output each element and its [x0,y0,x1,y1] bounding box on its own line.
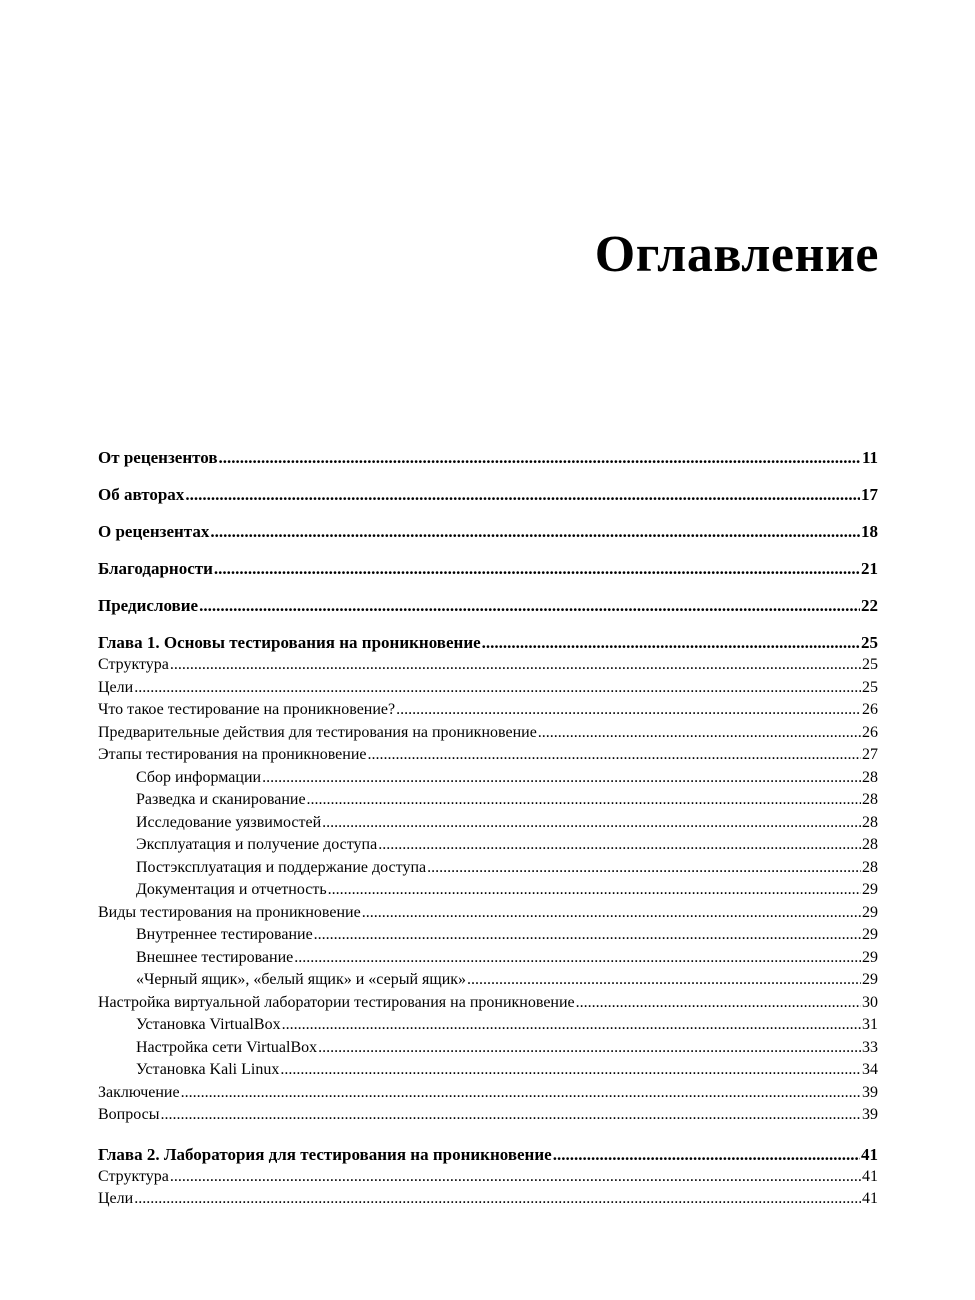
toc-entry-title: Вопросы [98,1106,160,1123]
toc-entry-page: 39 [862,1106,878,1123]
toc-entry-title: От рецензентов [98,448,218,467]
toc-chapter-title: Глава 1. Основы тестирования на проникновение [98,633,481,652]
toc-entry-page: 29 [862,881,878,898]
toc-entry-page: 21 [861,559,878,578]
toc-chapter-page: 25 [861,633,878,652]
toc-subsection[interactable] [98,767,878,790]
toc-entry-page: 25 [862,656,878,673]
toc-entry-title: Структура [98,656,169,673]
toc-section[interactable] [98,1188,878,1211]
toc-entry-preface[interactable] [98,594,878,617]
toc-entry-title: Настройка виртуальной лаборатории тестирования на проникновение [98,993,575,1011]
toc-entry-title: Благодарности [98,559,213,578]
toc-section[interactable] [98,744,878,767]
toc-entry-page: 22 [861,596,878,615]
toc-chapter-title: Глава 2. Лаборатория для тестирования на проникновение [98,1144,552,1164]
toc-entry-page: 28 [862,858,878,876]
toc-entry-page: 25 [862,678,878,696]
toc-leader-dots [219,446,861,469]
toc-entry-page: 17 [861,485,878,504]
toc-section[interactable] [98,699,878,722]
toc-entry-page: 28 [862,791,878,808]
toc-entry-page: 27 [862,746,878,763]
toc-section[interactable] [98,992,878,1015]
toc-entry-title: Предисловие [98,596,199,615]
page-title: Оглавление [594,226,879,283]
toc-leader-dots [170,654,861,677]
toc-leader-dots [134,1188,861,1211]
toc-entry-page: 33 [862,1038,878,1056]
toc-subsection[interactable] [98,924,878,947]
toc-leader-dots [282,1014,861,1037]
toc-leader-dots [181,1082,861,1105]
toc-entry-about-reviewers[interactable] [98,520,878,543]
toc-section[interactable] [98,1082,878,1105]
toc-section[interactable] [98,677,878,700]
toc-entry-page: 41 [862,1167,878,1185]
toc-entry-page: 30 [862,993,878,1011]
toc-subsection[interactable] [98,812,878,835]
toc-entry-title: Цели [98,678,134,696]
toc-leader-dots [378,834,861,857]
toc-entry-page: 29 [862,971,878,988]
toc-section[interactable] [98,722,878,745]
toc-leader-dots [280,1059,861,1082]
toc-leader-dots [467,969,861,992]
toc-section[interactable] [98,1166,878,1189]
toc-leader-dots [160,1104,861,1127]
toc-section[interactable] [98,1104,878,1127]
toc-leader-dots [322,812,861,835]
toc-leader-dots [214,557,860,580]
toc-entry-page: 26 [862,701,878,718]
toc-entry-page: 29 [862,948,878,966]
toc-entry-page: 39 [862,1083,878,1101]
toc-entry-title: Разведка и сканирование [136,791,306,808]
toc-leader-dots [368,744,861,767]
toc-leader-dots [328,879,861,902]
toc-entry-acknowledgements[interactable] [98,557,878,580]
toc-entry-title: Виды тестирования на проникновение [98,903,361,921]
toc-entry-title: Установка Kali Linux [136,1061,280,1078]
toc-leader-dots [170,1166,861,1189]
toc-entry-title: Документация и отчетность [136,881,327,898]
toc-entry-page: 28 [862,768,878,786]
toc-entry-title: Структура [98,1167,169,1185]
toc-leader-dots [396,699,861,722]
toc-chapter-2[interactable] [98,1143,878,1166]
toc-leader-dots [134,677,861,700]
toc-entry-title: «Черный ящик», «белый ящик» и «серый ящик» [136,971,467,988]
toc-leader-dots [185,483,860,506]
toc-entry-title: Постэксплуатация и поддержание доступа [136,858,427,876]
toc-leader-dots [362,902,861,925]
toc-entry-title: Этапы тестирования на проникновение [98,746,367,763]
toc-entry-title: О рецензентах [98,522,210,541]
toc-subsection[interactable] [98,947,878,970]
toc-leader-dots [210,520,860,543]
toc-entry-page: 11 [861,448,878,467]
toc-subsection[interactable] [98,879,878,902]
toc-subsection[interactable] [98,1037,878,1060]
toc-entry-title: Внутреннее тестирование [136,926,313,943]
toc-section[interactable] [98,902,878,925]
toc-entry-page: 41 [862,1190,878,1207]
toc-subsection[interactable] [98,789,878,812]
toc-leader-dots [482,631,860,654]
toc-entry-page: 18 [861,522,878,541]
toc-leader-dots [576,992,861,1015]
toc-entry-page: 31 [862,1016,878,1033]
table-of-contents [98,446,878,1211]
toc-entry-title: Предварительные действия для тестирования на проникновение [98,723,537,741]
toc-entry-page: 28 [862,836,878,853]
toc-leader-dots [199,594,860,617]
toc-subsection[interactable] [98,834,878,857]
toc-entry-reviewers-foreword[interactable] [98,446,878,469]
toc-entry-page: 34 [862,1061,878,1078]
toc-subsection[interactable] [98,1014,878,1037]
toc-entry-page: 29 [862,926,878,943]
toc-leader-dots [427,857,861,880]
toc-subsection[interactable] [98,857,878,880]
toc-entry-title: Настройка сети VirtualBox [136,1038,318,1056]
toc-entry-title: Сбор информации [136,768,262,786]
toc-chapter-1[interactable] [98,631,878,654]
toc-entry-page: 28 [862,813,878,831]
toc-entry-title: Что такое тестирование на проникновение? [98,701,396,718]
toc-leader-dots [262,767,861,790]
toc-entry-about-authors[interactable] [98,483,878,506]
toc-section[interactable] [98,654,878,677]
toc-subsection[interactable] [98,969,878,992]
toc-leader-dots [553,1143,860,1166]
toc-entry-title: Эксплуатация и получение доступа [136,836,378,853]
toc-entry-title: Установка VirtualBox [136,1016,281,1033]
toc-entry-page: 26 [862,723,878,741]
toc-chapter-page: 41 [861,1144,878,1164]
toc-entry-title: Заключение [98,1083,180,1101]
toc-entry-page: 29 [862,903,878,921]
toc-leader-dots [318,1037,861,1060]
toc-entry-title: Внешнее тестирование [136,948,294,966]
toc-leader-dots [307,789,861,812]
toc-leader-dots [314,924,861,947]
toc-entry-title: Об авторах [98,485,185,504]
toc-leader-dots [294,947,861,970]
toc-entry-title: Исследование уязвимостей [136,813,322,831]
toc-leader-dots [538,722,861,745]
toc-subsection[interactable] [98,1059,878,1082]
toc-entry-title: Цели [98,1190,134,1207]
